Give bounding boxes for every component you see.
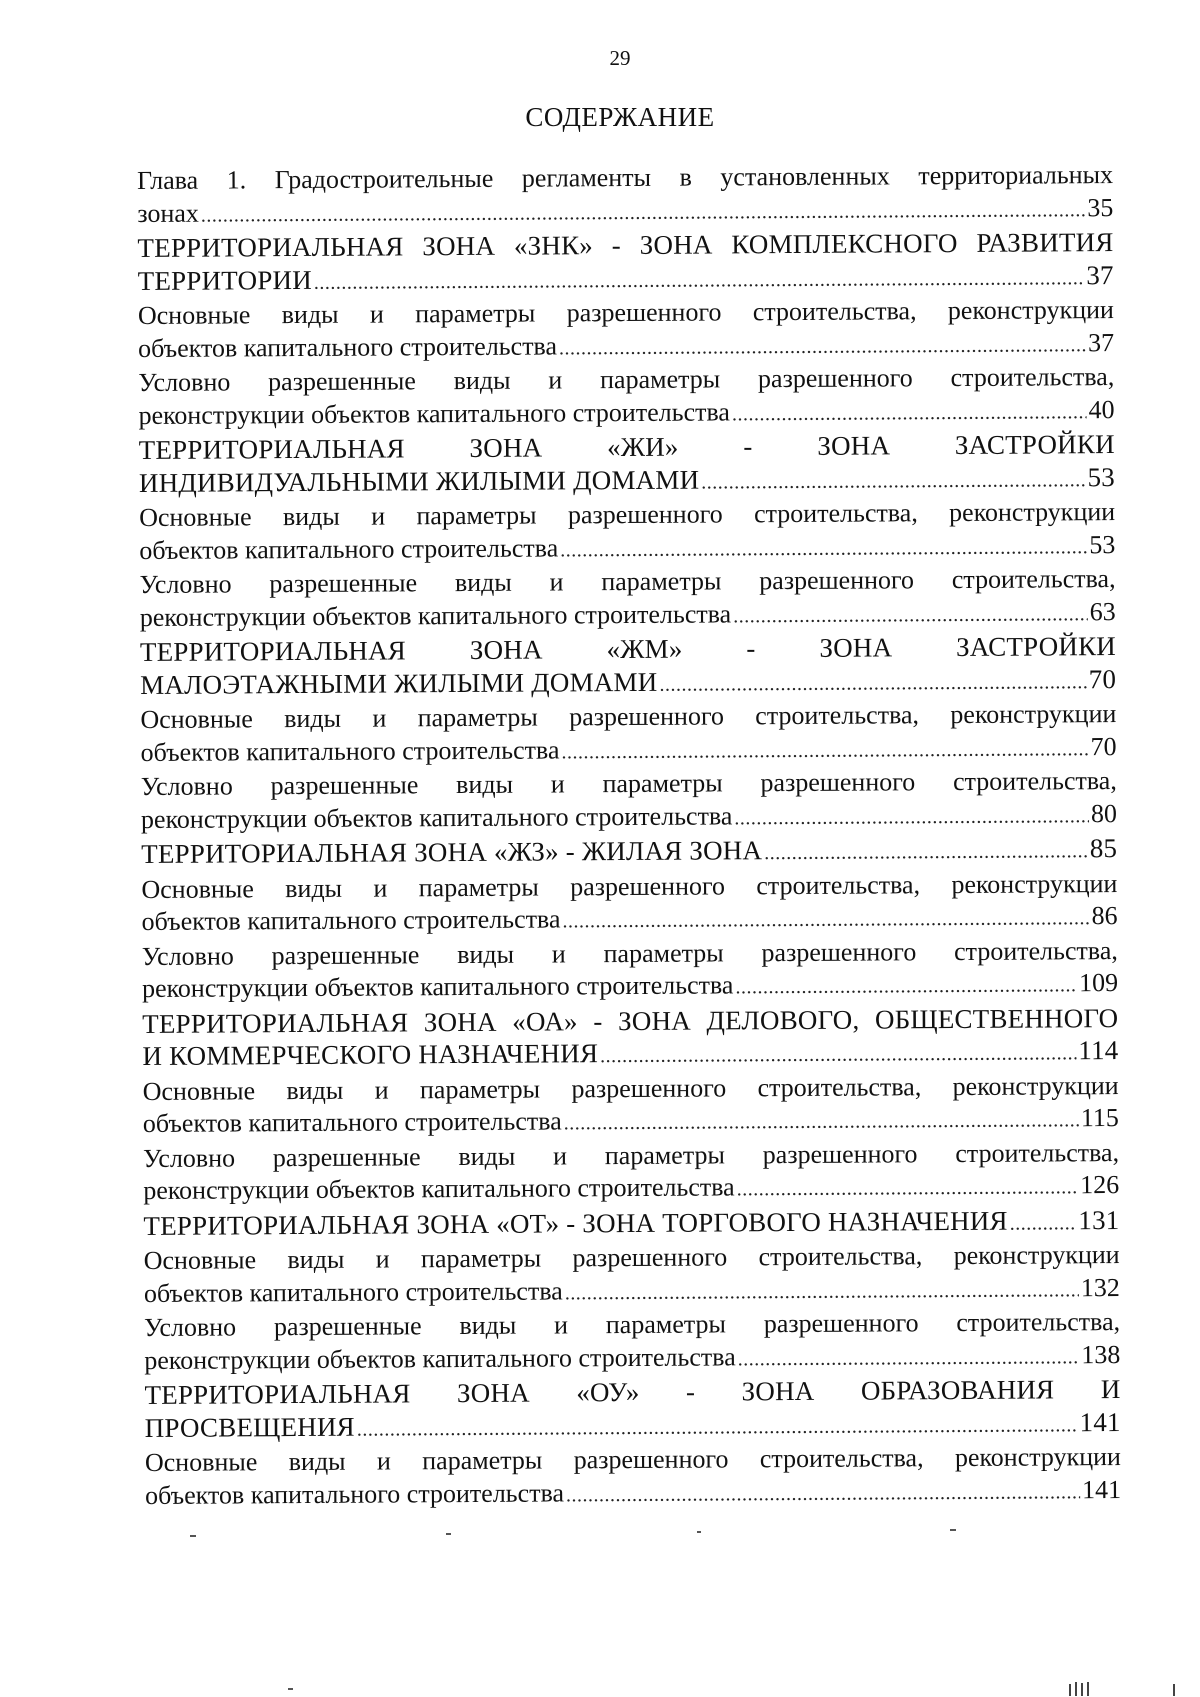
- toc-entry-line: [145, 1474, 1121, 1514]
- toc-title: СОДЕРЖАНИЕ: [525, 102, 715, 132]
- toc-entry-line: [138, 327, 1114, 367]
- toc-entry-title: Основные виды и параметры разрешенного строительства, реконструкции: [137, 295, 1114, 330]
- scan-mark: [1087, 1682, 1089, 1696]
- toc-page-number: 141: [1082, 1474, 1122, 1504]
- toc-leader-dots: [561, 733, 1088, 769]
- toc-page-number: 141: [1079, 1406, 1121, 1437]
- toc-page-number: 80: [1090, 798, 1118, 828]
- toc-page-number: 131: [1078, 1204, 1120, 1235]
- toc-entry-title-end: МАЛОЭТАЖНЫМИ ЖИЛЫМИ ДОМАМИ: [140, 666, 658, 700]
- toc-entry-line: [138, 259, 1114, 300]
- toc-entry: [144, 1373, 1120, 1447]
- toc-page-number: 132: [1080, 1272, 1120, 1302]
- toc-entry-title: ТЕРРИТОРИАЛЬНАЯ ЗОНА «ЖМ» - ЗОНА ЗАСТРОЙКИ: [139, 631, 1117, 667]
- toc-leader-dots: [565, 1274, 1079, 1310]
- toc-leader-dots: [737, 1171, 1079, 1206]
- toc-leader-dots: [357, 1409, 1078, 1446]
- toc-entry: [145, 1441, 1121, 1514]
- toc-entry-line: [142, 967, 1118, 1007]
- scan-speck: [190, 1535, 196, 1537]
- toc-entry: [144, 1239, 1120, 1312]
- toc-entry-line: [139, 461, 1115, 502]
- toc-entry: [139, 496, 1115, 569]
- toc-leader-dots: [559, 329, 1086, 365]
- toc-entry-title: Условно разрешенные виды и параметры разрешенного строительства,: [142, 1137, 1120, 1173]
- scan-mark: [1075, 1682, 1077, 1696]
- toc-entry-line: [137, 192, 1113, 232]
- toc-entry-title-end: ПРОСВЕЩЕНИЯ: [144, 1411, 355, 1443]
- toc-entry-title-end: объектов капитального строительства: [141, 904, 561, 936]
- toc-entry-line: [141, 798, 1117, 838]
- toc-entry-title-end: зонах: [137, 198, 199, 228]
- toc-leader-dots: [600, 1037, 1076, 1072]
- toc-entry-line: [142, 900, 1118, 940]
- toc-leader-dots: [201, 194, 1086, 232]
- toc-page-number: 109: [1078, 968, 1119, 998]
- toc-leader-dots: [314, 262, 1085, 299]
- toc-entry-title: Основные виды и параметры разрешенного строительства, реконструкции: [141, 868, 1118, 904]
- toc-entry-title: Условно разрешенные виды и параметры разрешенного строительства,: [141, 935, 1118, 971]
- toc-entry-title-end: ИНДИВИДУАЛЬНЫМИ ЖИЛЫМИ ДОМАМИ: [138, 464, 700, 498]
- toc-entry-title: ТЕРРИТОРИАЛЬНАЯ ЗОНА «ОУ» - ЗОНА ОБРАЗОВАНИЯ И: [144, 1374, 1121, 1410]
- toc-page-number: 53: [1089, 529, 1116, 559]
- toc-page-number: 115: [1080, 1103, 1119, 1133]
- toc-entry-title-end: объектов капитального строительства: [143, 1275, 563, 1308]
- scan-speck: [446, 1533, 451, 1535]
- toc-leader-dots: [735, 969, 1077, 1004]
- scan-speck: [697, 1531, 701, 1533]
- toc-entry-line: [140, 663, 1116, 704]
- toc-entry-title-end: ТЕРРИТОРИИ: [137, 264, 312, 296]
- toc-leader-dots: [733, 598, 1088, 633]
- toc-page-number: 138: [1081, 1339, 1121, 1369]
- toc-entry-title-end: объектов капитального строительства: [138, 330, 558, 363]
- toc-entry-line: [145, 1406, 1121, 1447]
- toc-page-number: 114: [1078, 1035, 1119, 1066]
- scan-mark: [1081, 1683, 1083, 1696]
- toc-entry-line: [142, 1034, 1118, 1075]
- table-of-contents: [137, 159, 1121, 1514]
- toc-page-number: 126: [1080, 1170, 1120, 1200]
- toc-entry-title-end: объектов капитального строительства: [140, 734, 560, 767]
- toc-entry-title: Условно разрешенные виды и параметры разрешенного строительства,: [139, 564, 1116, 599]
- toc-entry-title: Условно разрешенные виды и параметры разрешенного строительства,: [144, 1307, 1121, 1342]
- toc-page-number: 37: [1086, 259, 1114, 290]
- toc-entry-title: ТЕРРИТОРИАЛЬНАЯ ЗОНА «ЗНК» - ЗОНА КОМПЛЕКСНОГО РАЗВИТИЯ: [137, 227, 1114, 263]
- toc-entry: [141, 868, 1117, 941]
- toc-leader-dots: [732, 396, 1087, 431]
- toc-entry-title: Глава 1. Градостроительные регламенты в установленных территориальных: [137, 160, 1114, 195]
- toc-entry: [142, 1002, 1118, 1076]
- toc-entry-title: Основные виды и параметры разрешенного строительства, реконструкции: [144, 1442, 1121, 1477]
- toc-entry: [138, 294, 1114, 367]
- toc-entry-title: ТЕРРИТОРИАЛЬНАЯ ЗОНА «ЖИ» - ЗОНА ЗАСТРОЙКИ: [138, 429, 1115, 465]
- toc-entry-title-end: ТЕРРИТОРИАЛЬНАЯ ЗОНА «ЖЗ» - ЖИЛАЯ ЗОНА: [141, 835, 763, 869]
- toc-entry-line: [143, 1169, 1119, 1209]
- toc-entry-title-end: реконструкции объектов капитального строительства: [138, 396, 730, 430]
- scan-mark: [1173, 1684, 1175, 1696]
- toc-entry: [144, 1306, 1120, 1379]
- toc-entry: [139, 563, 1115, 636]
- toc-page-number: 85: [1089, 833, 1118, 864]
- toc-entry: [141, 765, 1117, 838]
- toc-entry: [140, 698, 1116, 771]
- page-number: 29: [609, 46, 631, 70]
- toc-entry-title-end: реконструкции объектов капитального строительства: [141, 970, 734, 1003]
- toc-entry: [142, 935, 1118, 1008]
- toc-entry-title: Основные виды и параметры разрешенного строительства, реконструкции: [140, 699, 1117, 734]
- toc-page-number: 40: [1088, 394, 1115, 424]
- toc-entry-title-end: И КОММЕРЧЕСКОГО НАЗНАЧЕНИЯ: [142, 1038, 599, 1071]
- toc-entry-line: [143, 1102, 1119, 1142]
- toc-entry-line: [140, 731, 1116, 771]
- toc-entry: [143, 1204, 1119, 1245]
- toc-entry-title-end: объектов капитального строительства: [139, 532, 559, 565]
- toc-leader-dots: [701, 464, 1086, 499]
- toc-entry: [141, 832, 1117, 873]
- toc-entry-title: ТЕРРИТОРИАЛЬНАЯ ЗОНА «ОА» - ЗОНА ДЕЛОВОГО, ОБЩЕСТВЕННОГО: [142, 1002, 1119, 1039]
- toc-leader-dots: [1010, 1207, 1077, 1240]
- toc-page-number: 63: [1089, 596, 1116, 626]
- toc-leader-dots: [738, 1341, 1080, 1376]
- toc-page-number: 53: [1087, 461, 1116, 492]
- toc-entry-title: Условно разрешенные виды и параметры разрешенного строительства,: [138, 362, 1115, 397]
- toc-entry-line: [143, 1204, 1119, 1245]
- toc-entry-line: [141, 832, 1117, 873]
- toc-entry-title-end: реконструкции объектов капитального строительства: [144, 1341, 736, 1375]
- toc-entry-title: Условно разрешенные виды и параметры разрешенного строительства,: [140, 766, 1117, 801]
- toc-entry: [140, 630, 1116, 704]
- toc-leader-dots: [564, 1104, 1079, 1140]
- toc-entry-title: Основные виды и параметры разрешенного строительства, реконструкции: [142, 1070, 1119, 1106]
- toc-page-number: 70: [1088, 663, 1117, 694]
- toc-entry-title-end: реконструкции объектов капитального строительства: [143, 1172, 735, 1205]
- toc-page-number: 70: [1090, 731, 1117, 761]
- scan-speck: [950, 1529, 956, 1531]
- toc-leader-dots: [566, 1476, 1080, 1512]
- toc-leader-dots: [764, 835, 1088, 869]
- toc-entry: [143, 1070, 1119, 1143]
- toc-entry: [138, 361, 1114, 434]
- toc-leader-dots: [659, 666, 1087, 701]
- toc-entry: [143, 1137, 1119, 1210]
- toc-entry-title: Основные виды и параметры разрешенного строительства, реконструкции: [139, 497, 1116, 532]
- toc-leader-dots: [562, 902, 1089, 938]
- toc-entry-title-end: объектов капитального строительства: [145, 1477, 565, 1510]
- toc-entry-title-end: объектов капитального строительства: [142, 1106, 562, 1138]
- toc-leader-dots: [734, 800, 1089, 835]
- toc-entry: [137, 226, 1113, 300]
- toc-page-number: 37: [1088, 327, 1115, 357]
- toc-entry-title-end: ТЕРРИТОРИАЛЬНАЯ ЗОНА «ОТ» - ЗОНА ТОРГОВОГО НАЗНАЧЕНИЯ: [143, 1205, 1008, 1241]
- toc-entry: [139, 428, 1115, 502]
- toc-page-number: 86: [1091, 901, 1118, 931]
- toc-entry-title-end: реконструкции объектов капитального строительства: [139, 598, 732, 632]
- toc-page-number: 35: [1087, 192, 1114, 222]
- toc-entry: [137, 159, 1113, 232]
- scan-speck: [288, 1688, 293, 1690]
- toc-leader-dots: [560, 531, 1087, 567]
- toc-entry-title-end: реконструкции объектов капитального строительства: [140, 800, 733, 834]
- scan-mark: [1069, 1684, 1071, 1696]
- toc-entry-title: Основные виды и параметры разрешенного строительства, реконструкции: [143, 1240, 1120, 1275]
